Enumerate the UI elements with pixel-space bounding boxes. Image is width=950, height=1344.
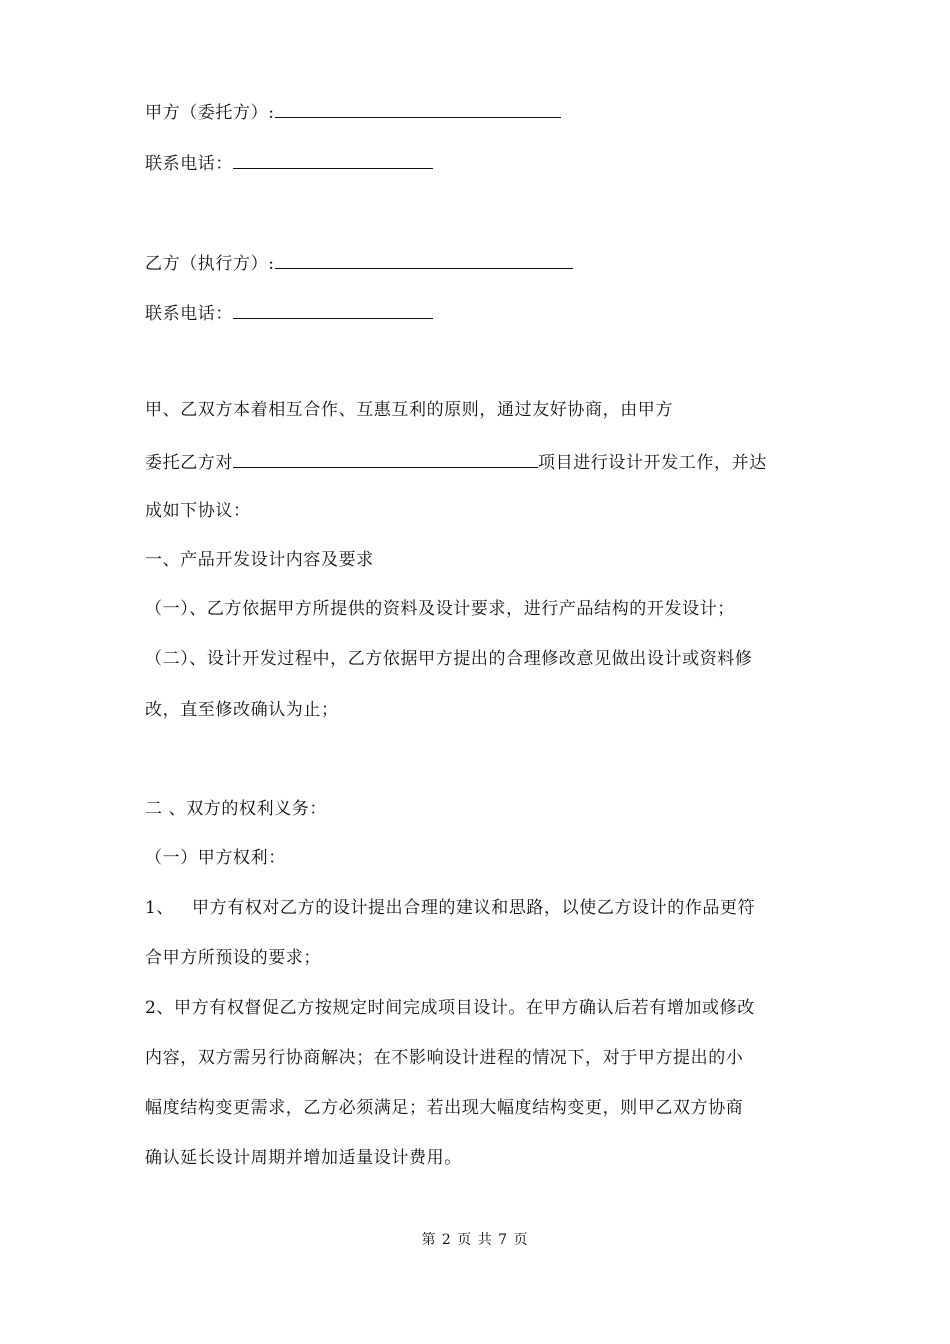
intro-line-2-after: 项目进行设计开发工作，并达	[538, 453, 767, 473]
intro-line-2-before: 委托乙方对	[145, 453, 233, 473]
section-1-heading: 一、产品开发设计内容及要求	[145, 550, 374, 570]
clause-1-line-1: 1、 甲方有权对乙方的设计提出合理的建议和思路，以使乙方设计的作品更符	[145, 898, 756, 918]
party-a-row	[145, 99, 561, 125]
party-b-row	[145, 250, 573, 276]
party-a-phone-blank	[233, 150, 433, 169]
page-number-footer: 第 2 页 共 7 页	[421, 1232, 529, 1248]
section-1-item-2-line-1: （二）、设计开发过程中，乙方依据甲方提出的合理修改意见做出设计或资料修	[145, 649, 753, 669]
party-a-phone-label: 联系电话：	[145, 154, 233, 174]
clause-2-line-3: 幅度结构变更需求，乙方必须满足；若出现大幅度结构变更，则甲乙双方协商	[145, 1098, 744, 1118]
intro-line-3: 成如下协议：	[145, 501, 251, 521]
party-b-label: 乙方（执行方）:	[145, 254, 275, 274]
section-2-heading: 二 、双方的权利义务：	[145, 799, 328, 819]
section-1-item-2-line-2: 改，直至修改确认为止；	[145, 700, 339, 720]
party-a-label: 甲方（委托方）:	[145, 103, 275, 123]
intro-line-1: 甲、乙双方本着相互合作、互惠互利的原则，通过友好协商，由甲方	[145, 400, 673, 420]
clause-1-line-2: 合甲方所预设的要求；	[145, 948, 321, 968]
party-b-blank	[275, 250, 573, 269]
party-a-phone-row	[145, 150, 433, 176]
party-b-phone-label: 联系电话：	[145, 304, 233, 324]
section-1-item-1: （一）、乙方依据甲方所提供的资料及设计要求，进行产品结构的开发设计；	[145, 599, 735, 619]
clause-2-line-2: 内容，双方需另行协商解决；在不影响设计进程的情况下，对于甲方提出的小	[145, 1048, 744, 1068]
project-name-blank	[233, 449, 538, 468]
party-b-phone-blank	[233, 300, 433, 319]
clause-2-line-1: 2、甲方有权督促乙方按规定时间完成项目设计。在甲方确认后若有增加或修改	[145, 998, 755, 1018]
section-2-sub-heading: （一）甲方权利：	[145, 848, 286, 868]
intro-line-2	[145, 449, 767, 475]
clause-2-line-4: 确认延长设计周期并增加适量设计费用。	[145, 1148, 462, 1168]
party-a-blank	[275, 99, 561, 118]
party-b-phone-row	[145, 300, 433, 326]
